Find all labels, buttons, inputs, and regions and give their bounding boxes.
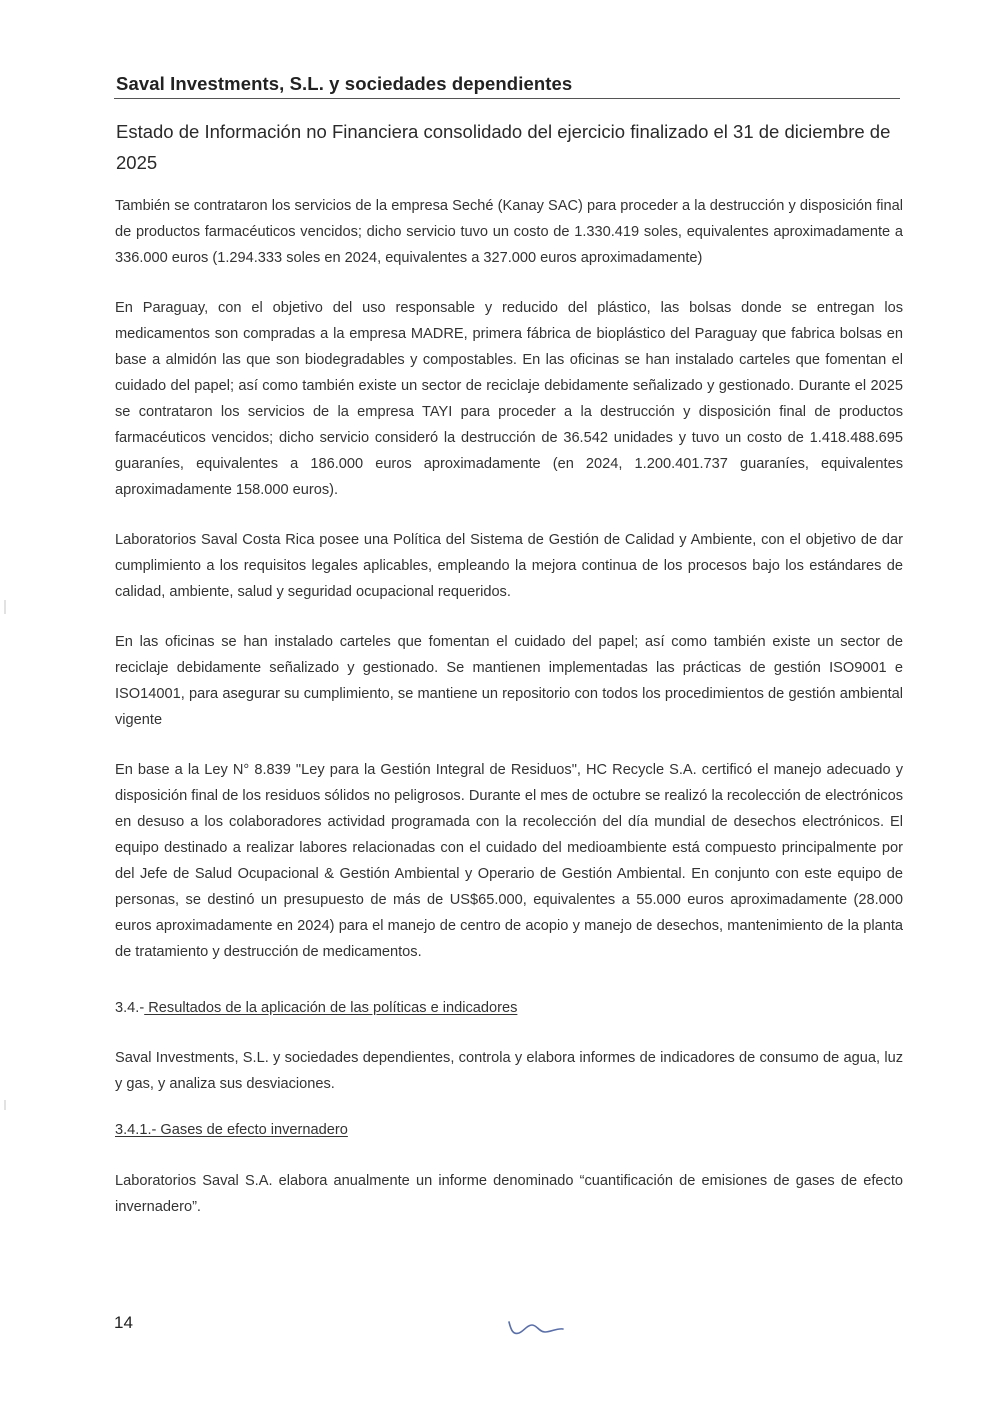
section-3-4-body: Saval Investments, S.L. y sociedades dependientes, controla y elabora informes de indicadores de consumo de agua, luz y gas, y analiza sus desviaciones.: [115, 1050, 903, 1092]
header-rule: [114, 98, 900, 99]
section-3-4-1-heading: 3.4.1.- Gases de efecto invernadero: [115, 1122, 348, 1138]
company-name: Saval Investments, S.L. y sociedades dependientes: [116, 73, 573, 94]
section-3-4-1-body: Laboratorios Saval S.A. elabora anualmente un informe denominado “cuantificación de emisiones de gases de efecto invernadero”.: [115, 1173, 903, 1215]
scan-edge-mark: [4, 1100, 6, 1110]
paragraph-waste-law: En base a la Ley N° 8.839 "Ley para la Gestión Integral de Residuos", HC Recycle S.A. certificó el manejo adecuado y disposición final de los residuos sólidos no peligrosos. Durante el mes de octubre se realizó la recolección de electrónicos en desuso a los colaboradores actividad programada con la recolección del día mundial de desechos electrónicos. El equipo destinado a realizar labores relacionadas con el cuidado del medioambiente está compuesto principalmente por del Jefe de Salud Ocupacional & Gestión Ambiental y Operario de Gestión Ambiental. En conjunto con este equipo de personas, se destinó un presupuesto de más de US$65.000, equivalentes a 55.000 euros aproximadamente (28.000 euros aproximadamente en 2024) para el manejo de centro de acopio y manejo de desechos, mantenimiento de la planta de tratamiento y destrucción de medicamentos.: [115, 762, 903, 960]
section-3-4-number: 3.4.-: [115, 1000, 145, 1016]
paragraph-paraguay: En Paraguay, con el objetivo del uso responsable y reducido del plástico, las bolsas donde se entregan los medicamentos son compradas a la empresa MADRE, primera fábrica de bioplástico del Paraguay que fabrica bolsas en base a almidón las que son biodegradables y compostables. En las oficinas se han instalado carteles que fomentan el cuidado del papel; así como también existe un sector de reciclaje debidamente señalizado y gestionado. Durante el 2025 se contrataron los servicios de la empresa TAYI para proceder a la destrucción y disposición final de productos farmacéuticos vencidos; dicho servicio consideró la destrucción de 36.542 unidades y tuvo un costo de 1.418.488.695 guaraníes, equivalentes a 186.000 euros aproximadamente (en 2024, 1.200.401.737 guaraníes, equivalentes aproximadamente 158.000 euros).: [115, 300, 903, 498]
page-number: 14: [114, 1313, 133, 1332]
paragraph-peru-destruction: También se contrataron los servicios de la empresa Seché (Kanay SAC) para proceder a la destrucción y disposición final de productos farmacéuticos vencidos; dicho servicio tuvo un costo de 1.330.419 soles, equivalentes aproximadamente a 336.000 euros (1.294.333 soles en 2024, equivalentes a 327.000 euros aproximadamente): [115, 198, 903, 266]
handwritten-initials: [505, 1316, 567, 1340]
paragraph-costa-rica-offices: En las oficinas se han instalado carteles que fomentan el cuidado del papel; así como también existe un sector de reciclaje debidamente señalizado y gestionado. Se mantienen implementadas las prácticas de gestión ISO9001 e ISO14001, para asegurar su cumplimiento, se mantiene un repositorio con todos los procedimientos de gestión ambiental vigente: [115, 634, 903, 728]
section-3-4-heading: [115, 998, 517, 1018]
report-title: Estado de Información no Financiera consolidado del ejercicio finalizado el 31 de diciembre de 2025: [116, 121, 891, 173]
section-3-4-title: Resultados de la aplicación de las políticas e indicadores: [144, 1000, 518, 1016]
scan-edge-mark: [4, 600, 6, 614]
paragraph-costa-rica-policy: Laboratorios Saval Costa Rica posee una Política del Sistema de Gestión de Calidad y Ambiente, con el objetivo de dar cumplimiento a los requisitos legales aplicables, empleando la mejora continua de los procesos bajo los estándares de calidad, ambiente, salud y seguridad ocupacional requeridos.: [115, 532, 903, 600]
